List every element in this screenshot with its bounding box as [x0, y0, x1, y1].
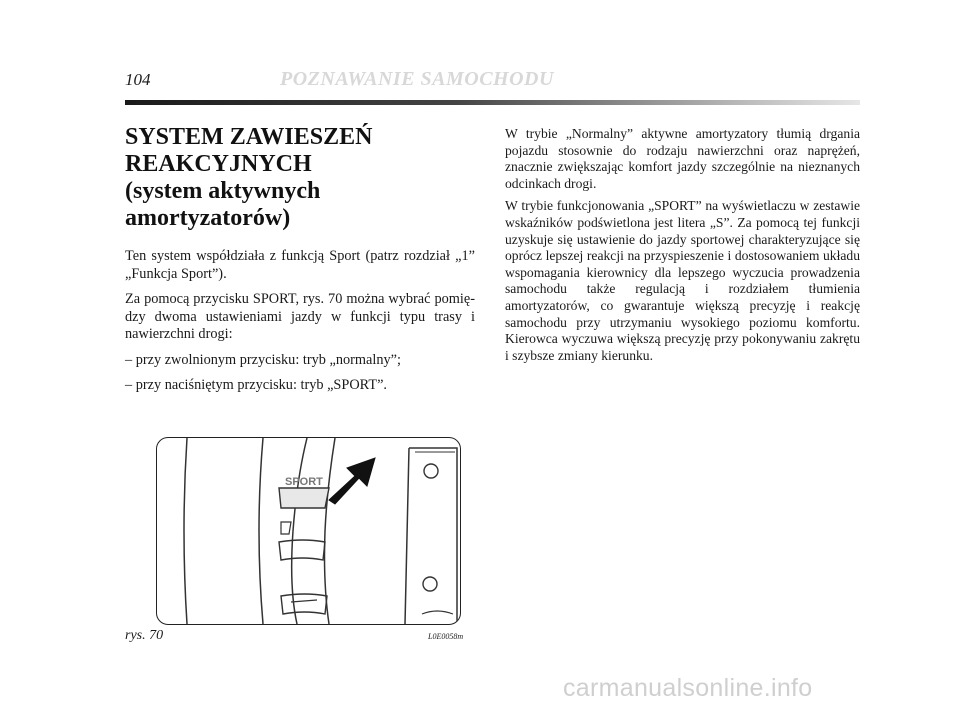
- left-column: [125, 124, 475, 403]
- right-column: [505, 126, 860, 370]
- list-item-normal: – przy zwolnionym przycisku: tryb „normalny”;: [125, 351, 401, 368]
- screw-bottom-icon: [423, 577, 437, 591]
- mode-icon: [281, 522, 291, 534]
- section-title: POZNAWANIE SAMOCHODU: [280, 68, 554, 90]
- paragraph-intro: Ten system współdziała z funkcją Sport (patrz rozdział „1” „Funkcja Sport”).: [125, 248, 475, 282]
- watermark: carmanualsonline.info: [563, 674, 813, 702]
- sport-button-label: SPORT: [285, 476, 323, 488]
- figure-sport-button: [156, 437, 461, 625]
- header-rule: [125, 100, 860, 105]
- heading-line-2: REAKCYJNYCH: [125, 151, 312, 177]
- lower-button-1: [279, 540, 325, 560]
- page-number: 104: [125, 70, 151, 89]
- heading-line-3: (system aktywnych amortyzatorów): [125, 178, 321, 231]
- paragraph-sport-mode: W trybie funkcjonowania „SPORT” na wyświetlaczu w zestawie wskaźników podświetlona jest litera „S”. Za pomocą tej funkcji uzyskuje się ustawienie do jazdy sportowej charakteryzujące się oprócz lepszej reakcji na przyspieszenie i dostosowaniem układu wspomagania kierownicy dla lepszego wyczucia prowadzenia samochodu także regulacją i rozdziałem tłumienia amortyzatorów, co gwarantuje większą precyzję i reakcję samochodu przy utrzymaniu wysokiego poziomu komfortu. Kierowca wyczuwa większą precyzję przy pokonywaniu zakrętu i szybsze zmiany kierunku.: [505, 198, 860, 363]
- paragraph-button: Za pomocą przycisku SPORT, rys. 70 można wybrać pomiędzy dwoma ustawieniami jazdy w funkcji typu trasy i nawierzchni drogi:: [125, 291, 475, 342]
- sport-button-illustration: [157, 438, 460, 624]
- section-heading: [125, 124, 475, 232]
- figure-code: L0E0058m: [428, 632, 464, 641]
- heading-line-1: SYSTEM ZAWIESZEŃ: [125, 124, 373, 150]
- lower-button-2: [281, 594, 327, 614]
- pointer-arrow-icon: [329, 458, 375, 504]
- list-item-sport: – przy naciśniętym przycisku: tryb „SPORT”.: [125, 377, 387, 393]
- sport-button: [279, 488, 329, 508]
- screw-top-icon: [424, 464, 438, 478]
- paragraph-normal-mode: W trybie „Normalny” aktywne amortyzatory tłumią drgania pojazdu stosownie do rodzaju nawierzchni oraz naprężeń, znacznie zwiększając komfort jazdy szczególnie na nieznanych odcinkach drogi.: [505, 126, 860, 191]
- figure-caption: rys. 70: [125, 628, 164, 643]
